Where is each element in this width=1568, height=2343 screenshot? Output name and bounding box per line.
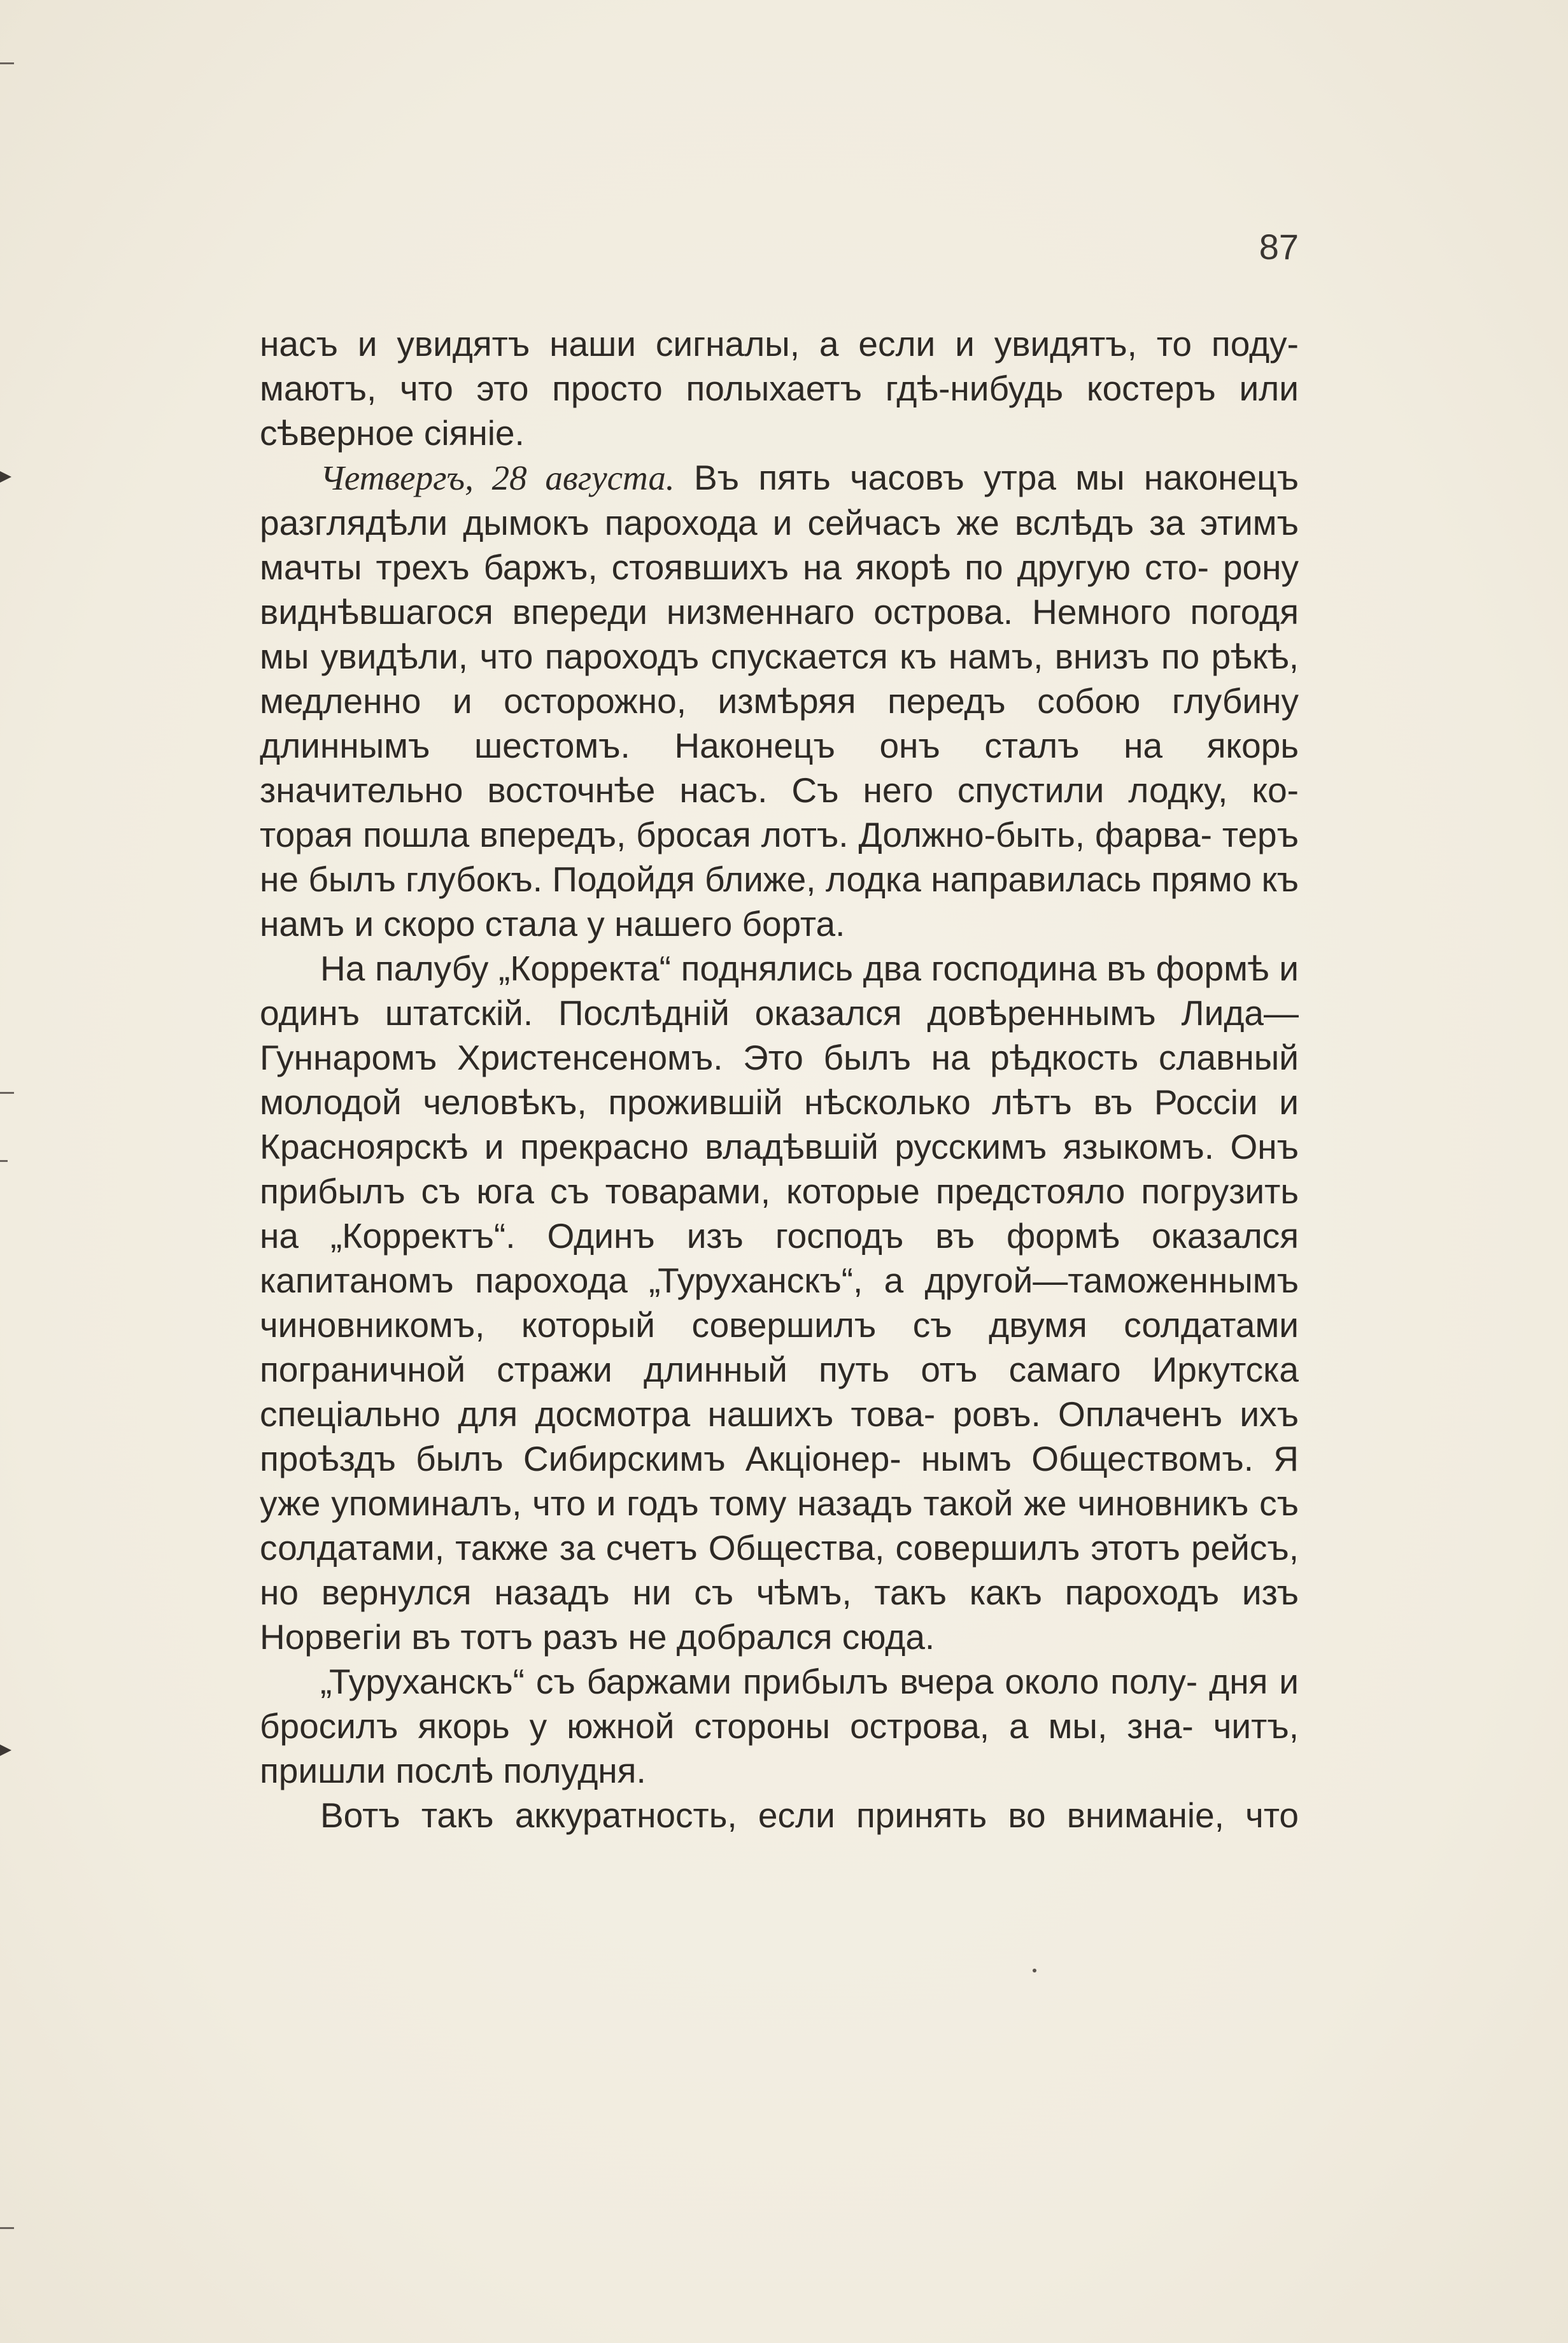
margin-tick [0, 62, 14, 64]
text-line: Общества, совершилъ этотъ рейсъ, но вернулся назадъ [260, 1528, 1299, 1612]
text-line: формѣ и одинъ штатскiй. Послѣднiй оказался довѣреннымъ [260, 949, 1299, 1033]
text-line: предстояло погрузить на „Корректъ“. Одинъ изъ господъ [260, 1172, 1299, 1256]
text-line: славный молодой человѣкъ, прожившiй нѣсколько лѣтъ [260, 1038, 1299, 1122]
text-line: разъ не добрался сюда. [542, 1617, 935, 1657]
paragraph-1 [260, 322, 1299, 455]
text-line: нымъ Обществомъ. Я уже упоминалъ, что и годъ тому [260, 1439, 1299, 1523]
text-line: разглядѣли дымокъ парохода и сейчасъ же вслѣдъ за этимъ [260, 503, 1299, 542]
text-line: читъ, пришли послѣ полудня. [260, 1706, 1299, 1790]
margin-arrow-marker [0, 471, 11, 483]
text-body [260, 322, 1299, 1837]
text-line: дня и бросилъ якорь у южной стороны острова, а мы, зна- [260, 1662, 1299, 1746]
text-line: ровъ. Оплаченъ ихъ проѣздъ былъ Сибирскимъ Акцiонер- [260, 1394, 1299, 1478]
text-line: въ формѣ оказался капитаномъ парохода „Туруханскъ“, а [260, 1216, 1299, 1300]
text-line: другой—таможеннымъ чиновникомъ, который совершилъ съ [260, 1261, 1299, 1345]
text-line: „Туруханскъ“ съ баржами прибылъ вчера около полу- [320, 1662, 1198, 1701]
text-line: самаго Иркутска спецiально для досмотра нашихъ това- [260, 1350, 1299, 1434]
margin-tick [0, 1160, 8, 1162]
text-line: торая пошла впередъ, бросая лотъ. Должно-быть, фарва- [260, 815, 1212, 854]
text-line: ни съ чѣмъ, такъ какъ пароходъ изъ Норвегiи въ тотъ [260, 1573, 1299, 1657]
text-line: мачты трехъ баржъ, стоявшихъ на якорѣ по другую сто- [260, 548, 1209, 587]
paper-speck [1033, 1969, 1036, 1972]
page-number: 87 [1259, 227, 1299, 267]
text-line: назадъ такой же чиновникъ съ солдатами, также за счетъ [260, 1483, 1299, 1568]
text-line: насъ и увидятъ наши сигналы, а если и увидятъ, то поду- [260, 324, 1299, 364]
paragraph-3 [260, 946, 1299, 1659]
text-line: сѣверное сiянiе. [260, 413, 525, 453]
text-line: прямо къ намъ и скоро стала у нашего борта. [260, 860, 1299, 944]
text-line: маютъ, что это просто полыхаетъ гдѣ-нибудь костеръ или [260, 369, 1299, 408]
text-line: значительно восточнѣе насъ. Съ него спустили лодку, ко- [260, 770, 1299, 810]
text-line: Въ пять часовъ утра мы наконецъ [674, 458, 1299, 497]
text-line: погодя мы увидѣли, что пароходъ спускается къ намъ, внизъ [260, 592, 1299, 676]
text-line: языкомъ. Онъ прибылъ съ юга съ товарами, которые [260, 1127, 1299, 1211]
text-line: Лида—Гуннаромъ Христенсеномъ. Это былъ на рѣдкость [260, 993, 1299, 1077]
text-line: двумя солдатами пограничной стражи длинный путь отъ [260, 1305, 1299, 1389]
paragraph-5 [260, 1793, 1299, 1837]
text-line: теръ не былъ глубокъ. Подойдя ближе, лодка направилась [260, 815, 1299, 899]
margin-tick [0, 2227, 14, 2229]
text-line: по рѣкѣ, медленно и осторожно, измѣряя передъ собою [260, 637, 1299, 721]
text-line: Вотъ такъ аккуратность, если принять во вниманiе, что [320, 1795, 1299, 1835]
text-line: глубину длиннымъ шестомъ. Наконецъ онъ сталъ на якорь [260, 681, 1299, 765]
margin-tick [0, 1092, 14, 1094]
text-line: На палубу „Корректа“ поднялись два господина въ [320, 949, 1146, 988]
paragraph-2 [260, 455, 1299, 946]
date-heading: Четвергъ, 28 августа. [320, 458, 675, 497]
paragraph-4 [260, 1659, 1299, 1793]
text-line: рону виднѣвшагося впереди низменнаго острова. Немного [260, 548, 1299, 632]
text-line: въ Россiи и Красноярскѣ и прекрасно владѣвшiй русскимъ [260, 1082, 1299, 1166]
margin-arrow-marker [0, 1745, 11, 1756]
